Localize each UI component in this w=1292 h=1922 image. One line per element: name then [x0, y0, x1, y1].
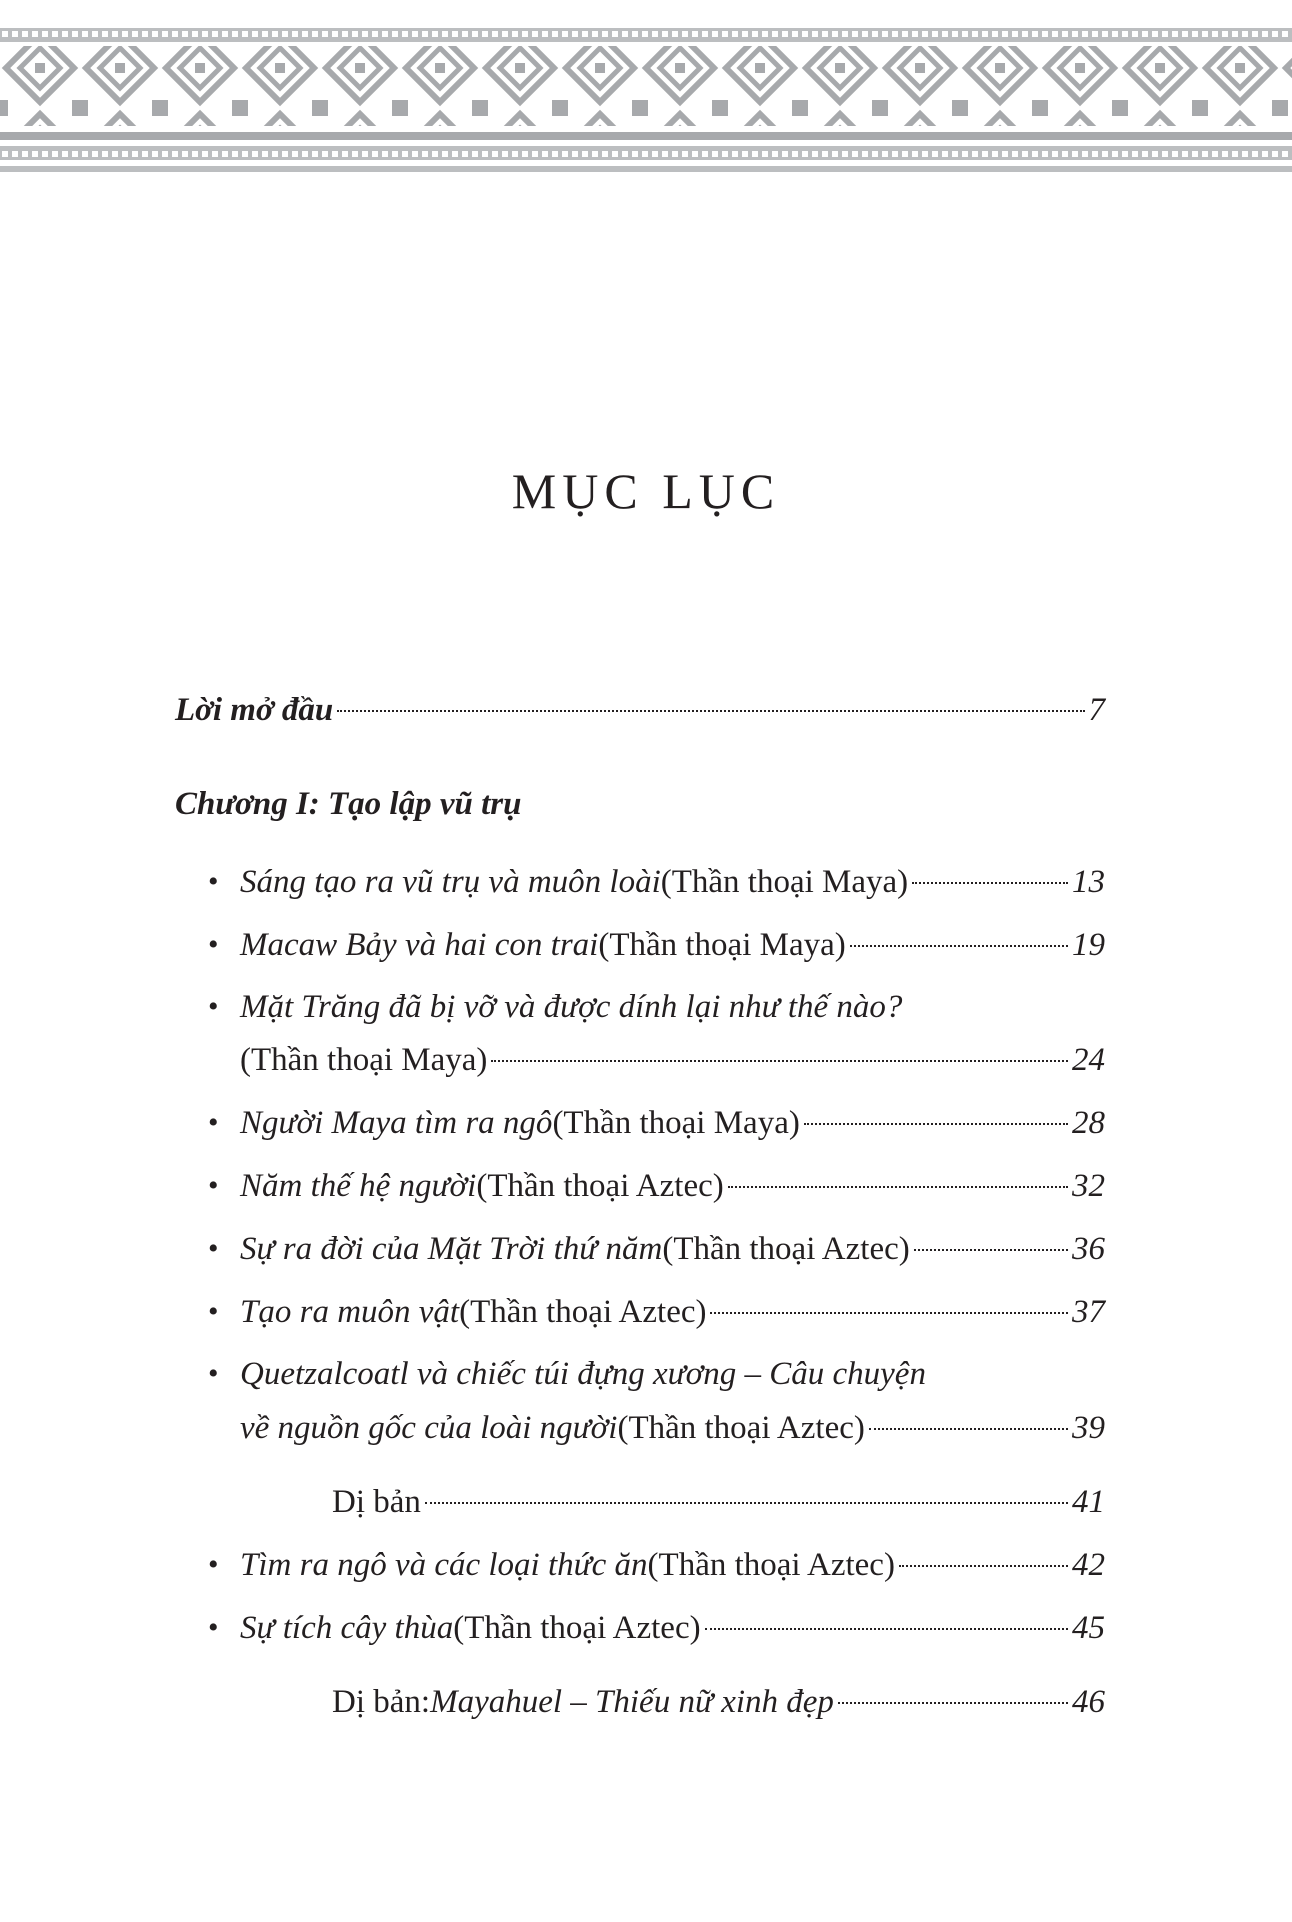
entry-source: (Thần thoại Aztec) [617, 1410, 865, 1446]
entry-source: (Thần thoại Aztec) [647, 1547, 895, 1583]
bullet-icon: • [208, 1232, 219, 1265]
toc-entry[interactable] [240, 1545, 1105, 1585]
bullet-icon: • [208, 865, 219, 898]
toc-entry[interactable] [240, 1408, 1105, 1448]
entry-page: 36 [1072, 1231, 1105, 1267]
subentry-label: Dị bản [332, 1484, 421, 1520]
subentry-title: Mayahuel – Thiếu nữ xinh đẹp [430, 1684, 834, 1720]
entry-source: (Thần thoại Maya) [552, 1105, 800, 1141]
entry-title: Macaw Bảy và hai con trai [240, 927, 599, 963]
entry-title: Sự ra đời của Mặt Trời thứ năm [240, 1231, 663, 1267]
entry-source: (Thần thoại Aztec) [453, 1610, 701, 1646]
entry-title: Người Maya tìm ra ngô [240, 1105, 553, 1141]
entry-title: Sự tích cây thùa [240, 1610, 454, 1646]
entry-title: Tìm ra ngô và các loại thức ăn [240, 1547, 648, 1583]
subentry-label: Dị bản: [332, 1684, 431, 1720]
toc-entry[interactable] [240, 1166, 1105, 1206]
toc-subentry[interactable] [332, 1682, 1105, 1722]
toc-entry[interactable] [240, 1229, 1105, 1269]
toc-entry[interactable] [240, 1608, 1105, 1648]
dot-leader [491, 1060, 1068, 1062]
dot-leader [425, 1502, 1068, 1504]
bullet-icon: • [208, 990, 219, 1023]
decorative-border [0, 28, 1292, 178]
toc-intro[interactable] [175, 690, 1105, 730]
dot-leader [899, 1565, 1068, 1567]
entry-source: (Thần thoại Aztec) [459, 1294, 707, 1330]
bullet-icon: • [208, 1548, 219, 1581]
entry-source: (Thần thoại Aztec) [662, 1231, 910, 1267]
toc-entry[interactable] [240, 1040, 1105, 1080]
entry-page: 46 [1072, 1684, 1105, 1720]
bullet-icon: • [208, 928, 219, 961]
entry-page: 28 [1072, 1105, 1105, 1141]
dot-leader [804, 1123, 1068, 1125]
bullet-icon: • [208, 1611, 219, 1644]
entry-page: 37 [1072, 1294, 1105, 1330]
toc-subentry[interactable] [332, 1482, 1105, 1522]
dot-leader [728, 1186, 1068, 1188]
entry-page: 32 [1072, 1168, 1105, 1204]
dot-leader [710, 1312, 1068, 1314]
dot-leader [838, 1702, 1068, 1704]
entry-source: (Thần thoại Maya) [240, 1042, 488, 1078]
page-title: MỤC LỤC [511, 463, 781, 519]
dot-leader [912, 882, 1068, 884]
toc-entry[interactable] [240, 1292, 1105, 1332]
bullet-icon: • [208, 1106, 219, 1139]
toc-intro-label: Lời mở đầu [175, 692, 334, 728]
toc-entry[interactable] [240, 1103, 1105, 1143]
entry-source: (Thần thoại Maya) [660, 864, 909, 900]
dot-leader [337, 710, 1084, 712]
toc-entry[interactable] [240, 925, 1105, 965]
entry-title: Tạo ra muôn vật [240, 1294, 460, 1330]
entry-page: 45 [1072, 1610, 1105, 1646]
dot-leader [869, 1428, 1068, 1430]
dot-leader [850, 945, 1068, 947]
entry-title-cont: về nguồn gốc của loài người [240, 1410, 618, 1446]
entry-page: 13 [1072, 864, 1105, 900]
entry-page: 42 [1072, 1547, 1105, 1583]
dot-leader [914, 1249, 1068, 1251]
bullet-icon: • [208, 1357, 219, 1390]
toc-intro-page: 7 [1088, 692, 1105, 728]
chapter-heading: Chương I: Tạo lập vũ trụ [175, 786, 522, 822]
entry-source: (Thần thoại Aztec) [476, 1168, 724, 1204]
bullet-icon: • [208, 1295, 219, 1328]
dot-leader [705, 1628, 1068, 1630]
entry-page: 19 [1072, 927, 1105, 963]
entry-title: Quetzalcoatl và chiếc túi đựng xương – Câu chuyện [240, 1356, 926, 1392]
entry-page: 39 [1072, 1410, 1105, 1446]
entry-title: Năm thế hệ người [240, 1168, 477, 1204]
entry-title: Sáng tạo ra vũ trụ và muôn loài [240, 864, 661, 900]
bullet-icon: • [208, 1169, 219, 1202]
toc-entry[interactable] [240, 862, 1105, 902]
entry-page: 24 [1072, 1042, 1105, 1078]
entry-title: Mặt Trăng đã bị vỡ và được dính lại như thế nào? [240, 989, 903, 1025]
entry-page: 41 [1072, 1484, 1105, 1520]
entry-source: (Thần thoại Maya) [598, 927, 846, 963]
